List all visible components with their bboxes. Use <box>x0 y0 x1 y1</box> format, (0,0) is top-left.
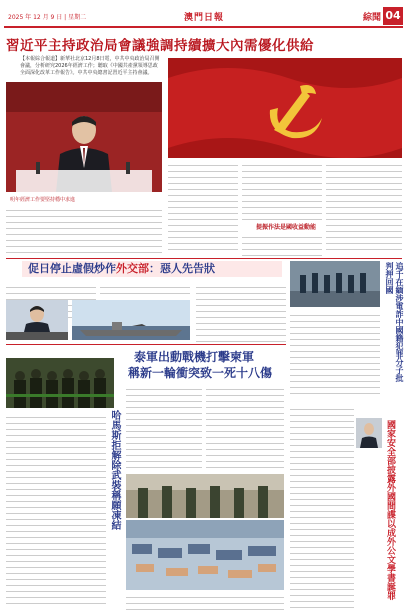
page-number: 04 <box>383 7 403 25</box>
flag-article-col3 <box>242 232 322 256</box>
banner-highlight: 外交部 <box>116 262 149 275</box>
story-divider <box>6 344 286 345</box>
banner-suffix: ：惡人先告狀 <box>149 262 215 275</box>
section-name: 綜聞 <box>362 13 381 23</box>
thai-strike-headline-2: 稱新一輪衝突致一死十八傷 <box>128 366 273 380</box>
party-flag-photo <box>168 58 402 158</box>
spy-article-body <box>290 404 354 610</box>
scam-suspects-photo <box>290 261 380 307</box>
thai-photo-caption <box>126 592 284 610</box>
lead-photo-caption: 明年經濟工作要堅持穩中求進 <box>10 197 76 203</box>
main-headline: 習近平主持政治局會議強調持續擴大內需優化供給 <box>6 38 314 54</box>
section-divider <box>6 258 402 259</box>
thai-strike-headline-1: 泰軍出動戰機打擊柬軍 <box>134 350 255 364</box>
lead-body-column <box>6 205 162 255</box>
lead-paragraph: 【本報綜合報道】新華社北京12月8日電，中共中央政治局召開會議，分析研究2026年經濟工作；聽取《中國共產黨領導思政全面深化改革工作報告》。中共中央總書記習近平主持會議。 <box>20 56 160 76</box>
fm-article-col3 <box>196 282 286 342</box>
thai-article-col1 <box>126 384 202 472</box>
banner-prefix: 促日停止虛假炒作 <box>28 262 116 275</box>
issue-date: 2025 年 12 月 9 日 | 星期二 <box>8 14 87 21</box>
spy-story-title: 國家安全部披露外國間諜以成外公文學書誕罪 <box>385 420 395 600</box>
security-official-photo <box>356 418 382 448</box>
flag-subheading: 提振作法是國收益動能 <box>256 224 317 231</box>
spokesperson-photo <box>6 300 68 340</box>
flag-article-col1 <box>168 160 238 255</box>
evacuation-shelter-photo <box>126 520 284 590</box>
xi-jinping-photo <box>6 82 162 192</box>
hamas-story-title: 哈馬斯拒解除武裝稱願凍結 <box>109 410 120 530</box>
masthead: 澳門日報 <box>184 13 225 23</box>
foreign-ministry-banner <box>22 261 282 277</box>
fm-article-col2 <box>100 282 190 298</box>
scam-article-body <box>290 310 380 400</box>
top-bar <box>4 6 403 28</box>
hamas-fighters-photo <box>6 358 114 408</box>
aircraft-carrier-photo <box>72 300 190 340</box>
armed-forces-photo <box>126 474 284 518</box>
flag-article-col4 <box>326 160 402 255</box>
scam-story-title: 追千在緬涉電詐中國籍犯罪分子批判押回國 <box>385 262 404 382</box>
hamas-article-body <box>6 412 106 610</box>
flag-article-col2 <box>242 160 322 220</box>
thai-article-col2 <box>206 384 284 472</box>
